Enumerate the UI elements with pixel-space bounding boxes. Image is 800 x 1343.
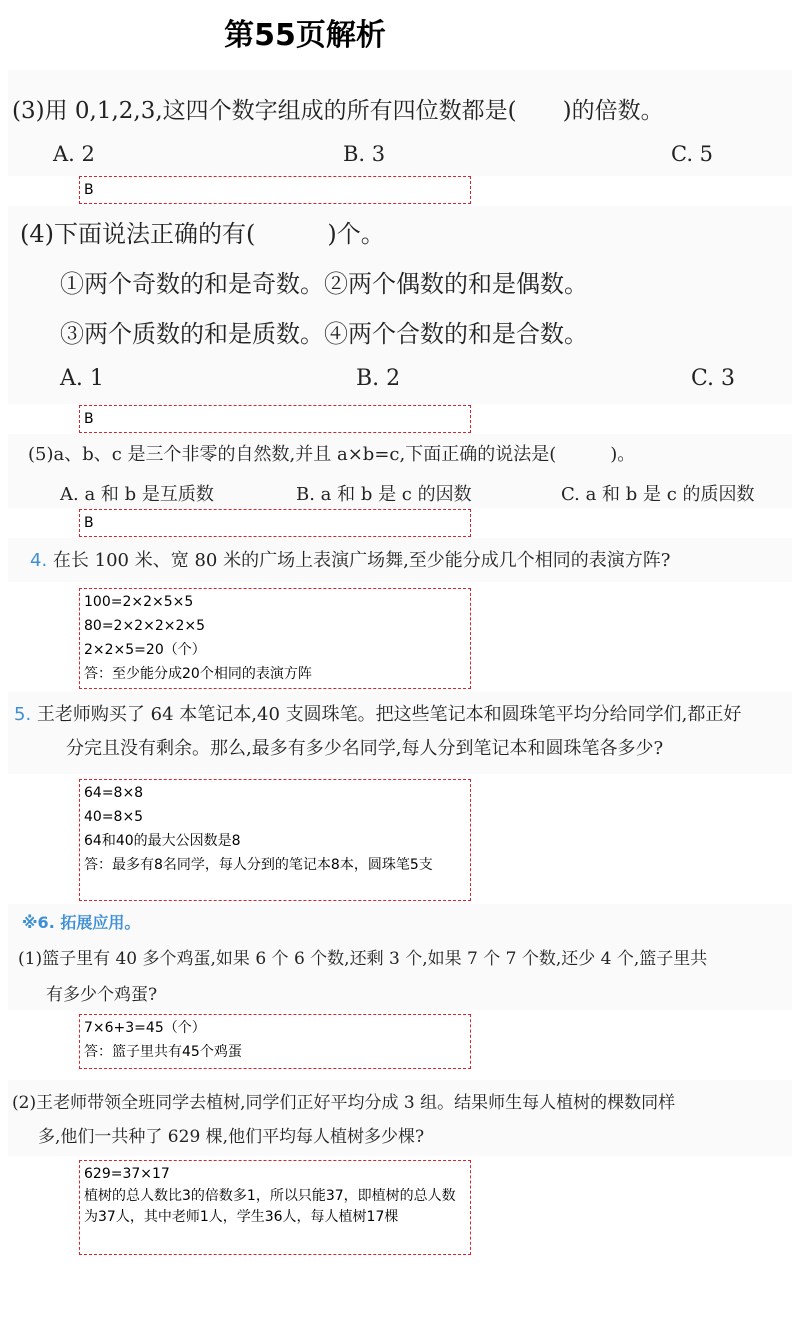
problem-4-line	[30, 546, 670, 572]
question-5-option-c: C. a 和 b 是 c 的质因数	[561, 484, 755, 505]
problem-5-stem-2: 分完且没有剩余。那么,最多有多少名同学,每人分到笔记本和圆珠笔各多少?	[66, 738, 664, 759]
question-5-scan	[8, 434, 792, 508]
problem-6-part-1-answer-box	[79, 1014, 471, 1069]
problem-5-line-1	[14, 700, 741, 726]
page-title: 第55页解析	[224, 18, 386, 53]
problem-6-part-2-answer-line: 629=37×17	[84, 1166, 170, 1182]
problem-5-answer-line: 答：最多有8名同学，每人分到的笔记本8本，圆珠笔5支	[84, 857, 433, 873]
question-3-option-c: C. 5	[671, 142, 714, 166]
problem-4-stem: 在长 100 米、宽 80 米的广场上表演广场舞,至少能分成几个相同的表演方阵?	[52, 550, 671, 571]
question-3-answer: B	[84, 182, 94, 198]
problem-5-number: 5.	[14, 704, 32, 725]
problem-5-scan	[8, 692, 792, 774]
problem-4-answer-line: 答：至少能分成20个相同的表演方阵	[84, 666, 312, 682]
question-4-answer: B	[84, 411, 94, 427]
question-4-option-c: C. 3	[691, 366, 736, 391]
question-5-option-b: B. a 和 b 是 c 的因数	[296, 484, 472, 505]
question-5-stem: (5)a、b、c 是三个非零的自然数,并且 a×b=c,下面正确的说法是( )。	[28, 444, 636, 465]
problem-5-answer-box	[79, 779, 471, 901]
question-4-answer-box	[79, 405, 471, 433]
question-3-scan	[8, 70, 792, 176]
question-4-stem: (4)下面说法正确的有( )个。	[20, 220, 385, 248]
question-4-option-b: B. 2	[356, 366, 401, 391]
problem-4-answer-box	[79, 588, 471, 689]
problem-4-answer-line: 100=2×2×5×5	[84, 594, 194, 610]
question-4-statement-line-1: ①两个奇数的和是奇数。②两个偶数的和是偶数。	[60, 270, 588, 298]
problem-6-heading: ※6. 拓展应用。	[22, 913, 141, 932]
problem-6-part-1-answer-line: 7×6+3=45（个）	[84, 1020, 206, 1036]
question-3-stem: (3)用 0,1,2,3,这四个数字组成的所有四位数都是( )的倍数。	[12, 98, 664, 124]
question-4-statement-line-2: ③两个质数的和是质数。④两个合数的和是合数。	[60, 320, 588, 348]
problem-4-answer-line: 2×2×5=20（个）	[84, 642, 206, 658]
problem-5-stem-1: 王老师购买了 64 本笔记本,40 支圆珠笔。把这些笔记本和圆珠笔平均分给同学们,都正好	[36, 704, 742, 725]
question-5-answer: B	[84, 515, 94, 531]
problem-6-part-1-line-2: 有多少个鸡蛋?	[46, 985, 158, 1005]
problem-6-part-2-scan	[8, 1080, 792, 1156]
question-4-option-a: A. 1	[60, 366, 104, 391]
question-3-option-b: B. 3	[343, 142, 386, 166]
problem-5-answer-line: 40=8×5	[84, 809, 144, 825]
question-3-option-a: A. 2	[53, 142, 95, 166]
problem-4-answer-line: 80=2×2×2×2×5	[84, 618, 206, 634]
problem-5-answer-line: 64=8×8	[84, 785, 144, 801]
question-4-scan	[8, 206, 792, 404]
problem-6-part-2-answer-line: 植树的总人数比3的倍数多1，所以只能37，即植树的总人数为37人，其中老师1人，学生36人，每人植树17棵	[84, 1188, 456, 1225]
problem-4-number: 4.	[30, 550, 48, 571]
question-5-answer-box	[79, 509, 471, 537]
problem-6-part-1-answer-line: 答：篮子里共有45个鸡蛋	[84, 1044, 242, 1060]
problem-6-part-2-answer-box	[79, 1160, 471, 1255]
problem-6-part-1-line-1: (1)篮子里有 40 多个鸡蛋,如果 6 个 6 个数,还剩 3 个,如果 7 个 7 个数,还少 4 个,篮子里共	[18, 949, 708, 969]
problem-6-part-2-line-1: (2)王老师带领全班同学去植树,同学们正好平均分成 3 组。结果师生每人植树的棵数同样	[12, 1093, 676, 1113]
problem-4-scan	[8, 538, 792, 582]
problem-6-part-2-line-2: 多,他们一共种了 629 棵,他们平均每人植树多少棵?	[38, 1127, 425, 1147]
question-5-option-a: A. a 和 b 是互质数	[60, 484, 214, 505]
question-3-answer-box	[79, 176, 471, 204]
problem-5-answer-line: 64和40的最大公因数是8	[84, 833, 241, 849]
problem-6-part-1-scan	[8, 904, 792, 1010]
